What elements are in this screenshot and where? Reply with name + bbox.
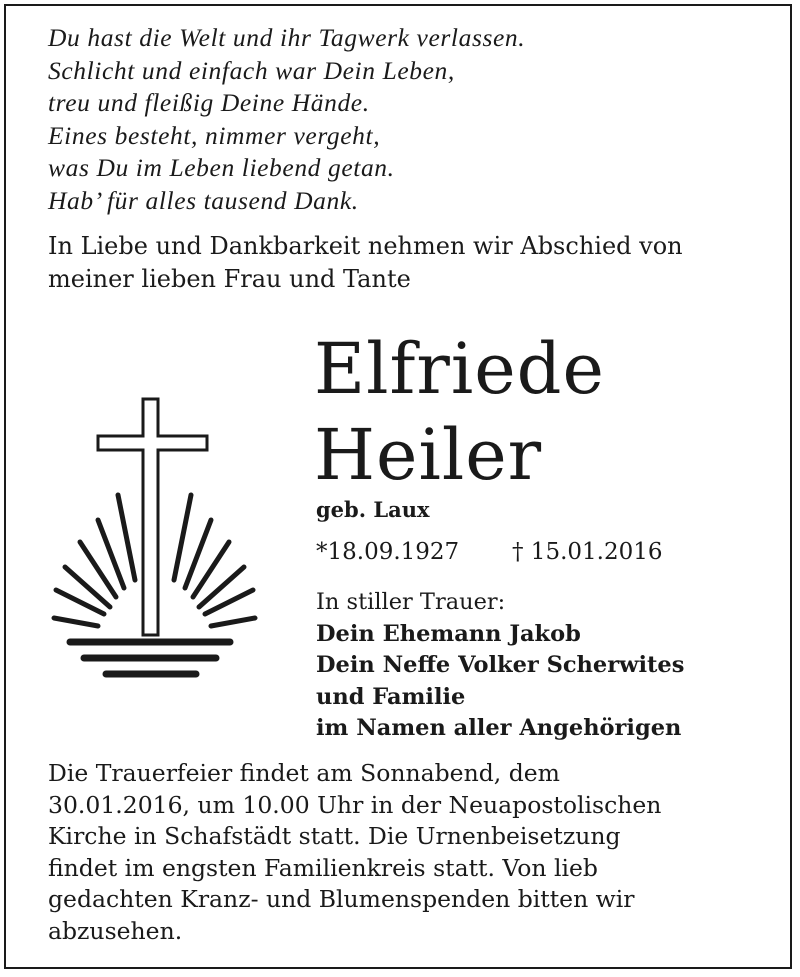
mourner-line: und Familie — [316, 683, 466, 710]
sun-rays-right — [174, 495, 255, 626]
water-waves — [70, 642, 230, 674]
ceremony-line: Die Trauerfeier findet am Sonnabend, dem — [48, 759, 560, 787]
deceased-name — [314, 326, 605, 498]
poem-line: Hab’ für alles tausend Dank. — [48, 185, 359, 215]
poem-line: was Du im Leben liebend getan. — [48, 153, 395, 182]
mourner-line: Dein Neffe Volker Scherwites — [316, 652, 685, 678]
maiden-name: geb. Laux — [316, 497, 430, 522]
poem-line: Eines besteht, nimmer vergeht, — [48, 120, 381, 150]
ceremony-line: findet im engsten Familienkreis statt. Von lieb — [48, 853, 598, 882]
ceremony-line: abzusehen. — [48, 916, 183, 945]
intro-line: meiner lieben Frau und Tante — [48, 265, 411, 293]
poem-line: treu und fleißig Deine Hände. — [48, 88, 370, 117]
mourner-line: im Namen aller Angehörigen — [316, 715, 682, 741]
mourner-line: Dein Ehemann Jakob — [316, 620, 581, 647]
cross-sunrise-waves-icon — [48, 392, 258, 692]
birth-date: *18.09.1927 — [316, 539, 460, 565]
ceremony-line: Kirche in Schafstädt statt. Die Urnenbeisetzung — [48, 822, 621, 850]
poem-line: Du hast die Welt und ihr Tagwerk verlassen. — [48, 23, 526, 52]
sun-rays-left — [54, 495, 135, 626]
intro-text — [48, 230, 768, 296]
death-date: † 15.01.2016 — [512, 539, 663, 565]
mourners-block — [316, 587, 684, 745]
intro-line: In Liebe und Dankbarkeit nehmen wir Abschied von — [48, 232, 683, 260]
last-name: Heiler — [314, 414, 543, 496]
ceremony-text — [48, 758, 778, 947]
mourners-heading: In stiller Trauer: — [316, 589, 506, 615]
ceremony-line: gedachten Kranz- und Blumenspenden bitten wir — [48, 885, 635, 913]
cross-shape — [98, 399, 207, 635]
ceremony-line: 30.01.2016, um 10.00 Uhr in der Neuapostolischen — [48, 790, 662, 819]
first-name: Elfriede — [314, 328, 605, 410]
life-dates — [316, 535, 663, 569]
poem — [48, 22, 525, 217]
poem-line: Schlicht und einfach war Dein Leben, — [48, 55, 455, 85]
